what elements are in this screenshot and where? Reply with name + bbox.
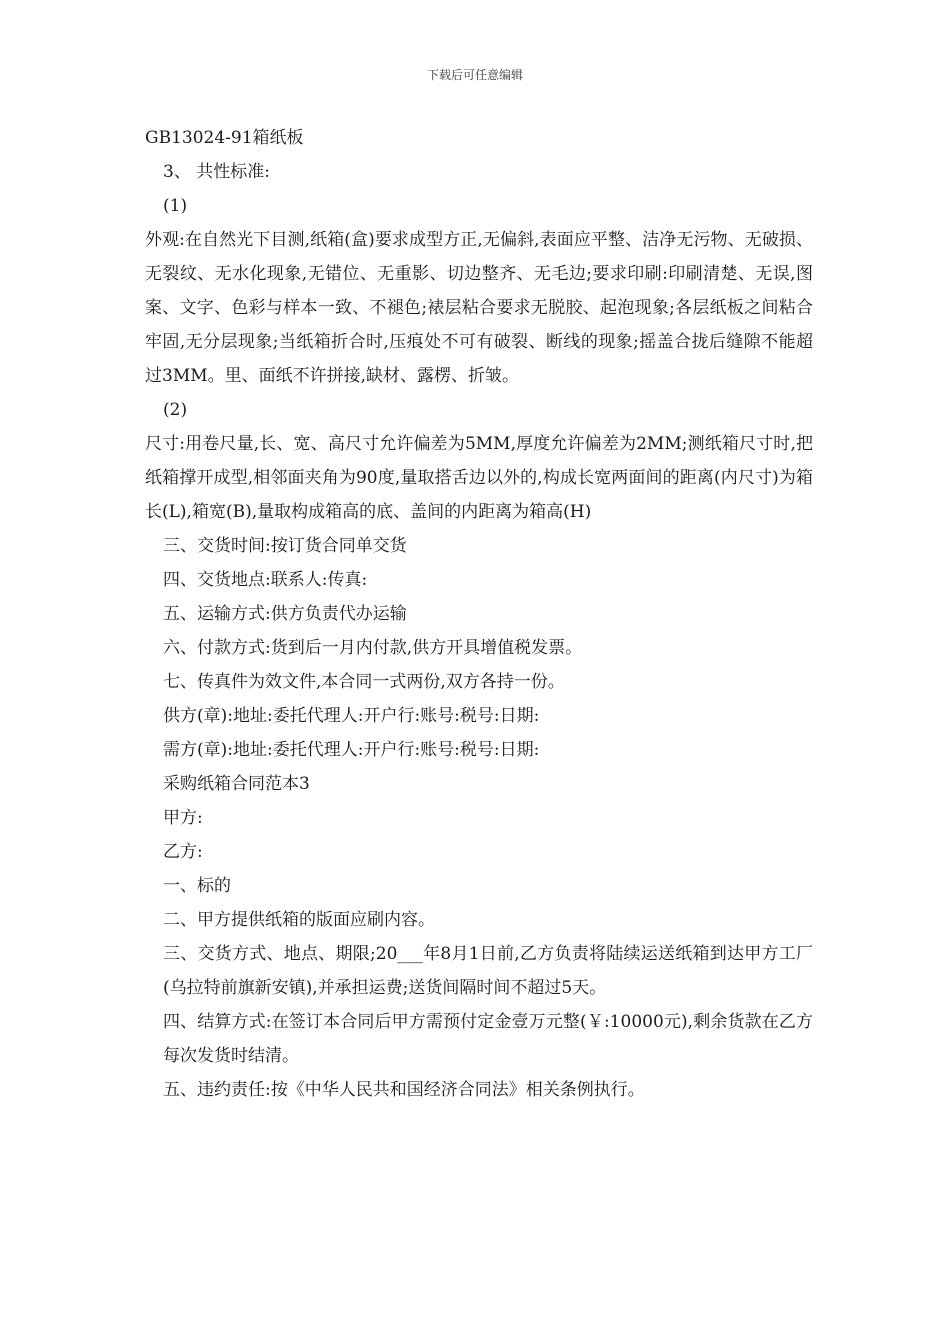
paragraph: 一、标的 [163, 876, 231, 896]
paragraph: 三、交货方式、地点、期限;20___年8月1日前,乙方负责将陆续运送纸箱到达甲方工厂(乌拉特前旗新安镇),并承担运费;送货间隔时间不超过5天。 [163, 944, 813, 998]
paragraph: 供方(章):地址:委托代理人:开户行:账号:税号:日期: [163, 706, 540, 726]
paragraph: 乙方: [163, 842, 203, 862]
paragraph: 五、违约责任:按《中华人民共和国经济合同法》相关条例执行。 [163, 1080, 645, 1100]
paragraph: 三、交货时间:按订货合同单交货 [163, 536, 407, 556]
document-body [145, 121, 813, 1107]
paragraph: 甲方: [163, 808, 203, 828]
paragraph: 二、甲方提供纸箱的版面应刷内容。 [163, 910, 435, 930]
paragraph: 3、 共性标准: [163, 162, 270, 182]
paragraph: (1) [163, 196, 188, 216]
paragraph: 外观:在自然光下目测,纸箱(盒)要求成型方正,无偏斜,表面应平整、洁净无污物、无破损、无裂纹、无水化现象,无错位、无重影、切边整齐、无毛边;要求印刷:印刷清楚、无误,图案、文字、色彩与样本一致、不褪色;裱层粘合要求无脱胶、起泡现象;各层纸板之间粘合牢固,无分层现象;当纸箱折合时,压痕处不可有破裂、断线的现象;摇盖合拢后缝隙不能超过3MM。里、面纸不许拼接,缺材、露楞、折皱。 [145, 230, 813, 386]
paragraph: 尺寸:用卷尺量,长、宽、高尺寸允许偏差为5MM,厚度允许偏差为2MM;测纸箱尺寸时,把纸箱撑开成型,相邻面夹角为90度,量取搭舌边以外的,构成长宽两面间的距离(内尺寸)为箱长(L),箱宽(B),量取构成箱高的底、盖间的内距离为箱高(H) [145, 434, 813, 522]
paragraph: 五、运输方式:供方负责代办运输 [163, 604, 407, 624]
paragraph: 采购纸箱合同范本3 [163, 774, 310, 794]
paragraph: 六、付款方式:货到后一月内付款,供方开具增值税发票。 [163, 638, 583, 658]
paragraph: (2) [163, 400, 188, 420]
paragraph: GB13024-91箱纸板 [145, 128, 304, 148]
paragraph: 七、传真件为效文件,本合同一式两份,双方各持一份。 [163, 672, 565, 692]
page-header: 下载后可任意编辑 [426, 68, 523, 82]
paragraph: 四、结算方式:在签订本合同后甲方需预付定金壹万元整(￥:10000元),剩余货款在乙方每次发货时结清。 [163, 1012, 813, 1066]
paragraph: 需方(章):地址:委托代理人:开户行:账号:税号:日期: [163, 740, 540, 760]
paragraph: 四、交货地点:联系人:传真: [163, 570, 368, 590]
